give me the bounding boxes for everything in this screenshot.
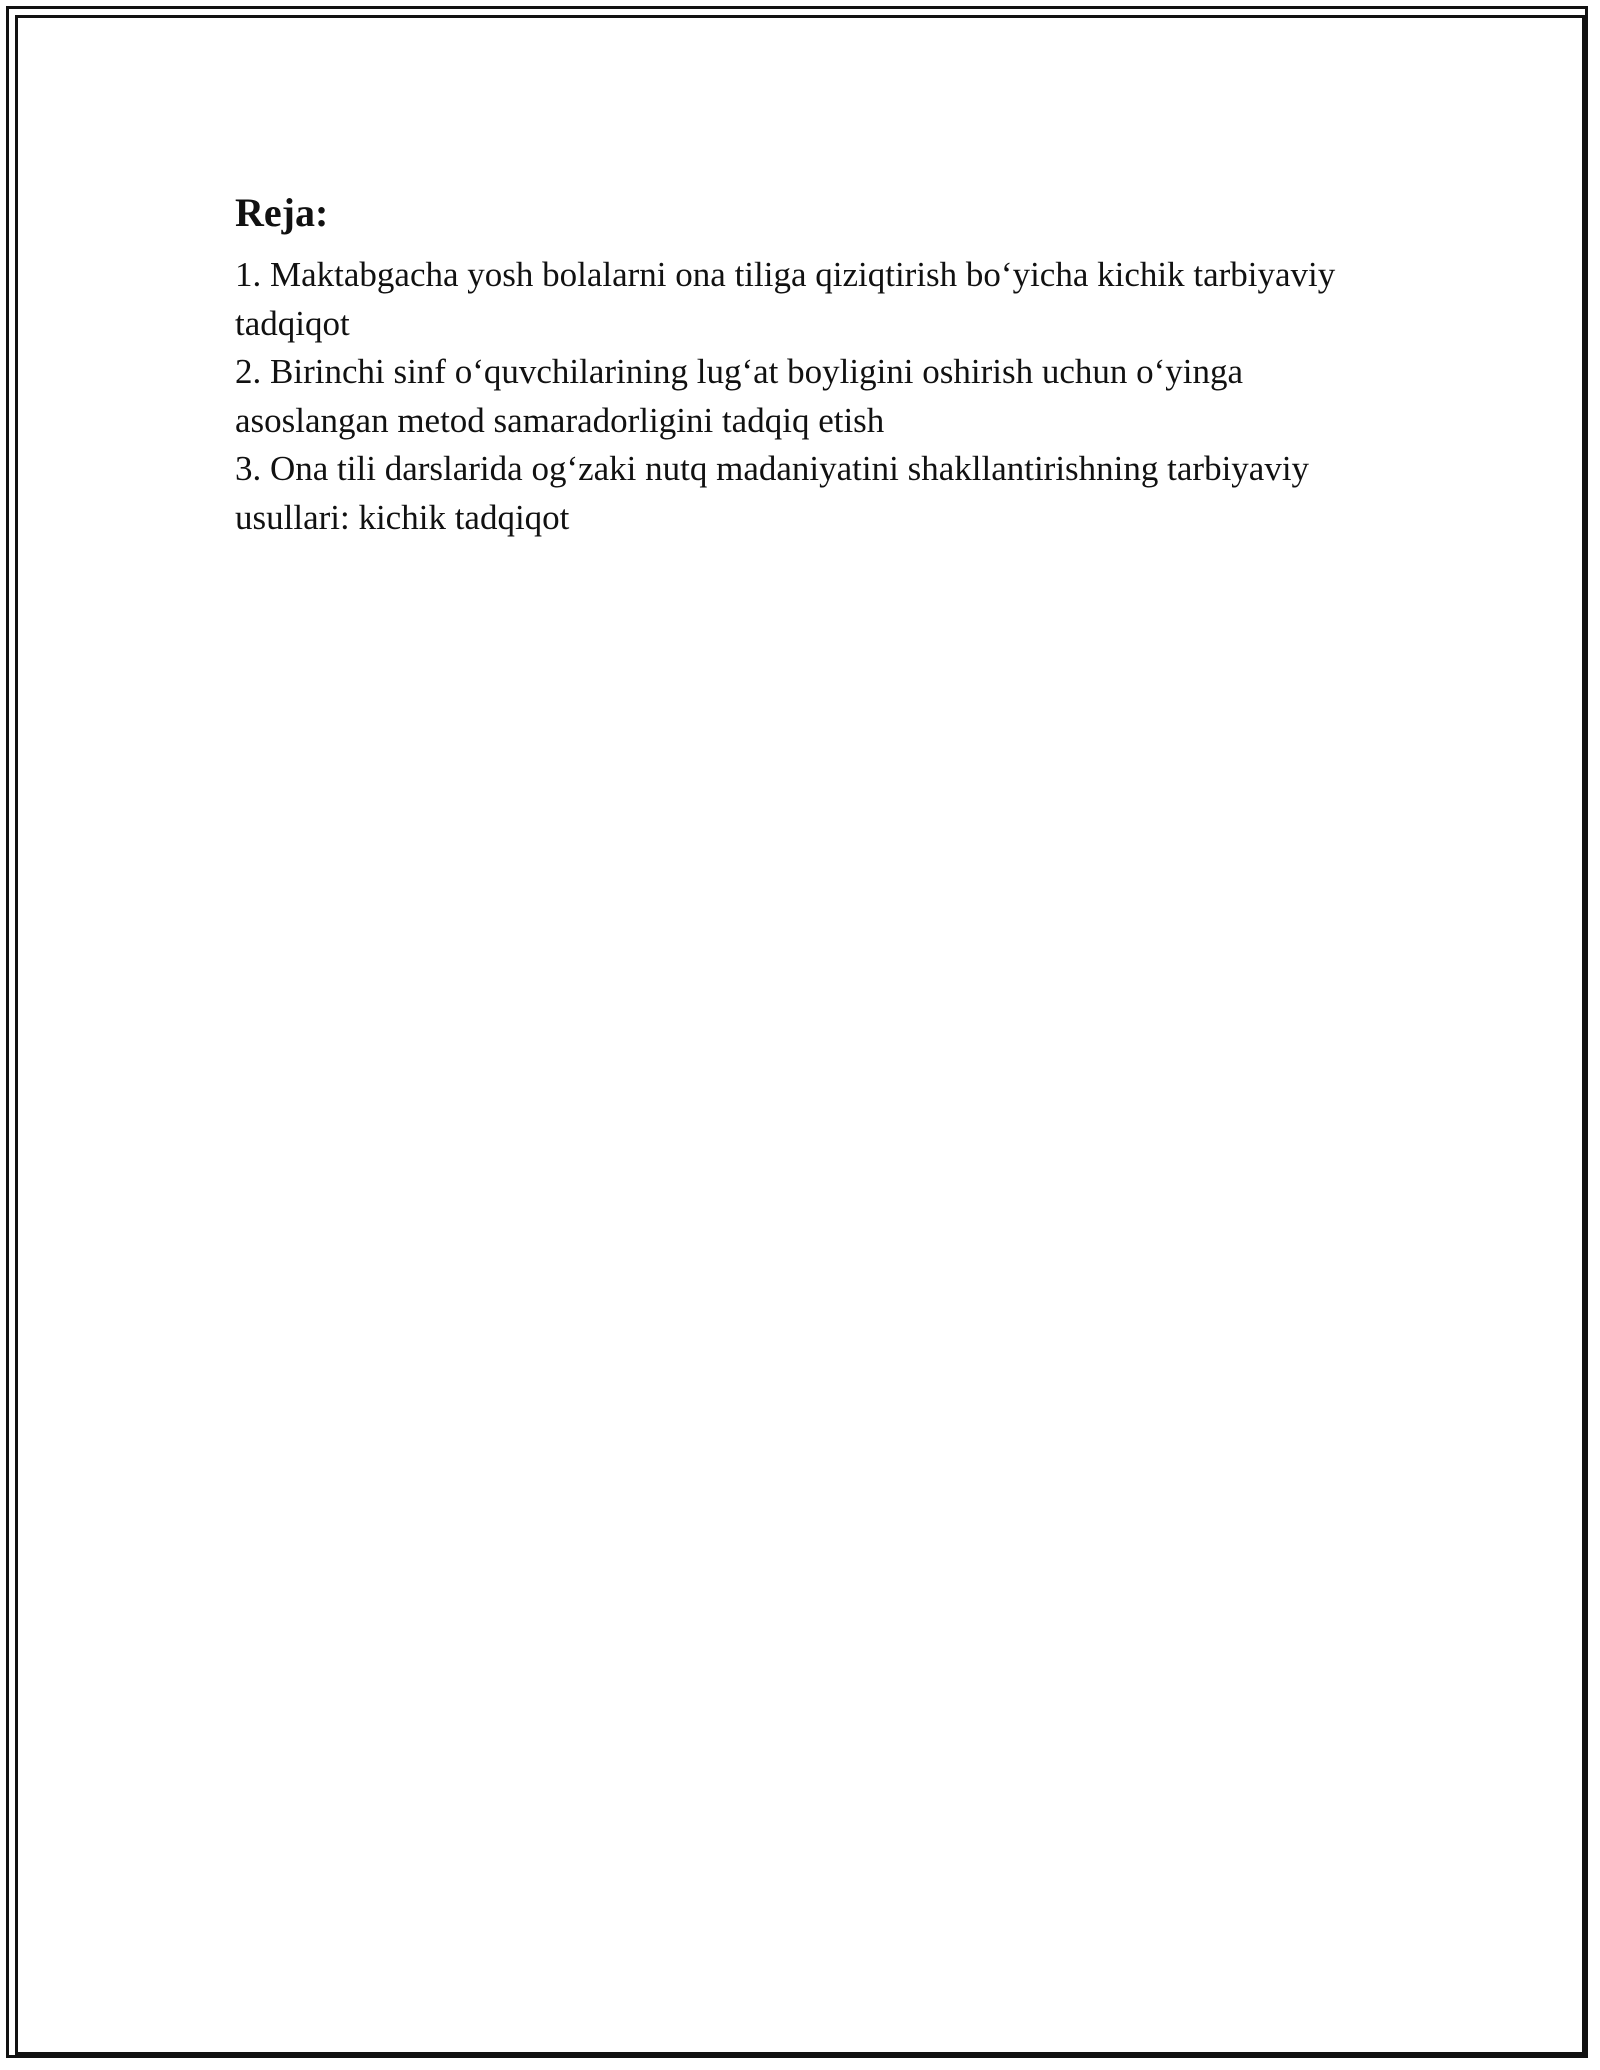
plan-heading: Reja:	[235, 190, 329, 235]
plan-item-3: 3. Ona tili darslarida og‘zaki nutq madaniyatini shakllantirishning tarbiyaviy usullari: kichik tadqiqot	[235, 449, 1310, 537]
plan-list	[235, 251, 1395, 542]
plan-item-2: 2. Birinchi sinf o‘quvchilarining lug‘at boyligini oshirish uchun o‘yinga asoslangan metod samaradorligini tadqiq etish	[235, 352, 1244, 440]
plan-item-1: 1. Maktabgacha yosh bolalarni ona tiliga qiziqtirish bo‘yicha kichik tarbiyaviy tadqiqot	[235, 255, 1336, 343]
page-content	[235, 185, 1395, 542]
